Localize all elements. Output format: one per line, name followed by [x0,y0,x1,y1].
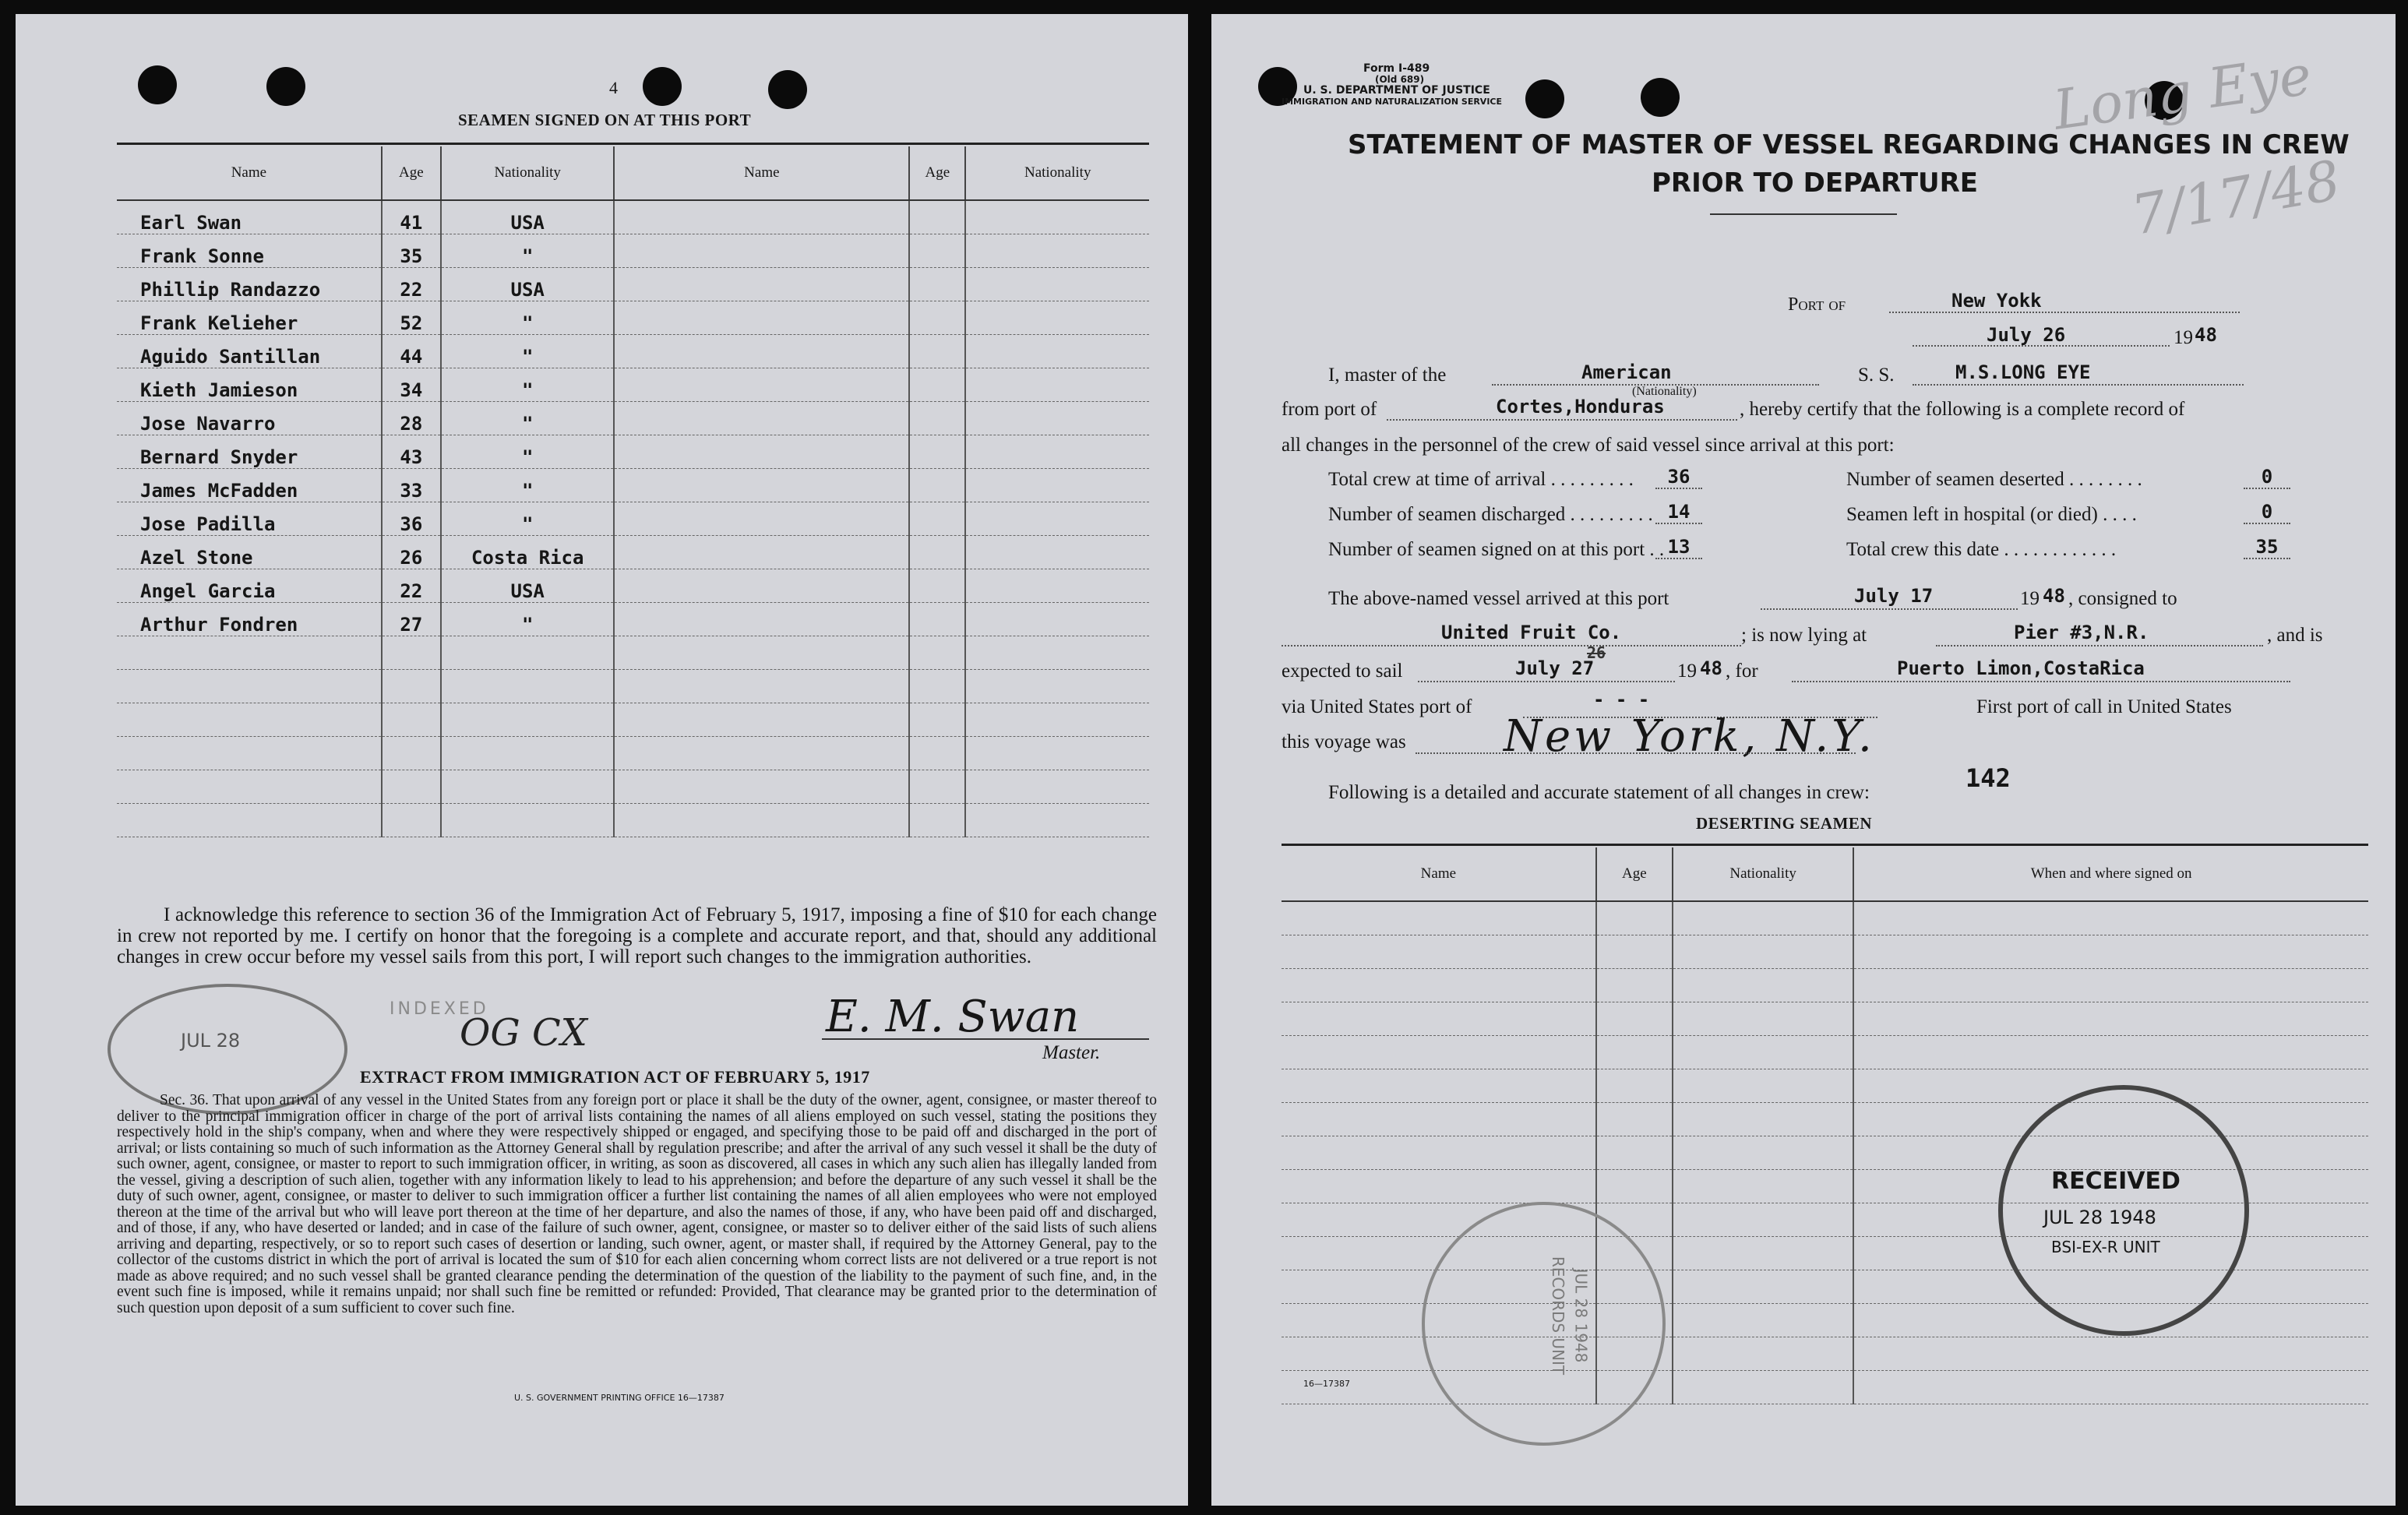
empty-cell [382,703,441,737]
column-header: Name [1282,847,1596,901]
empty-cell [965,200,1149,234]
page-number: 4 [609,78,618,97]
seaman-nationality: " [441,603,615,636]
empty-cell [965,703,1149,737]
punch-hole [768,70,807,109]
footer-code: 16—17387 [1303,1379,1350,1389]
records-stamp [1422,1202,1666,1446]
port-value: New Yokk [1951,290,2042,312]
punch-hole [1641,78,1680,117]
first-port-label: First port of call in United States [1976,696,2232,717]
table-row [1282,901,2368,935]
empty-cell [1282,969,1596,1002]
stat-value: 0 [2244,501,2290,524]
empty-cell [909,804,965,837]
seaman-nationality: Costa Rica [441,536,615,569]
empty-cell [1673,1270,1853,1304]
stat-label: Number of seamen deserted . . . . . . . . [1846,469,2142,490]
column-header: Age [1596,847,1673,901]
seaman-nationality: " [441,301,615,335]
empty-cell [1596,1036,1673,1069]
form-title: STATEMENT OF MASTER OF VESSEL REGARDING CHANGES IN CREW [1348,129,2350,160]
stat-label: Total crew this date . . . . . . . . . . . . [1846,539,2117,560]
sail-year-prefix: 19 [1677,661,1697,682]
empty-cell [614,670,909,703]
table-row [1282,1002,2368,1036]
department: U. S. DEPARTMENT OF JUSTICE [1303,84,1490,97]
seaman-age: 27 [382,603,441,636]
empty-cell [909,569,965,603]
seaman-name: Phillip Randazzo [117,268,382,301]
empty-cell [909,301,965,335]
table-row [1282,969,2368,1002]
empty-cell [1282,1002,1596,1036]
following-text: Following is a detailed and accurate statement of all changes in crew: [1328,782,1870,803]
empty-cell [1282,1136,1596,1170]
empty-cell [117,636,382,670]
empty-cell [117,703,382,737]
empty-cell [614,502,909,536]
table-row [117,368,1149,402]
seaman-name: Arthur Fondren [117,603,382,636]
records-label: RECORDS UNIT [1549,1256,1568,1376]
table-row [117,402,1149,435]
port-label: Port of [1788,294,1846,315]
empty-cell [614,200,909,234]
punch-hole [643,67,682,106]
pier: Pier #3,N.R. [2014,622,2149,643]
empty-cell [441,670,615,703]
seaman-age: 35 [382,234,441,268]
empty-cell [1673,1170,1853,1203]
empty-cell [1596,1170,1673,1203]
empty-cell [909,670,965,703]
punch-hole [266,67,305,106]
empty-cell [909,636,965,670]
seaman-nationality: " [441,234,615,268]
empty-cell [1282,1170,1596,1203]
empty-cell [1853,901,2368,935]
empty-cell [1853,1371,2368,1404]
table-row [117,268,1149,301]
left-page [16,14,1188,1506]
table-row [117,234,1149,268]
empty-cell [614,301,909,335]
handwritten-number: 142 [1966,763,2011,793]
empty-cell [1673,1337,1853,1371]
empty-cell [614,435,909,469]
empty-cell [965,804,1149,837]
empty-cell [909,234,965,268]
empty-cell [1673,935,1853,969]
seaman-name: Jose Navarro [117,402,382,435]
empty-cell [909,703,965,737]
empty-cell [1673,901,1853,935]
stat-label: Number of seamen signed on at this port . . [1328,539,1665,560]
empty-cell [382,636,441,670]
stat-label: Total crew at time of arrival . . . . . . . . . [1328,469,1634,490]
ship-name: M.S.LONG EYE [1955,361,2091,383]
seaman-nationality: " [441,335,615,368]
empty-cell [117,670,382,703]
seaman-name: Azel Stone [117,536,382,569]
empty-cell [614,569,909,603]
received-label: RECEIVED [2051,1168,2181,1195]
received-unit: BSI-EX-R UNIT [2051,1238,2160,1256]
form-old: (Old 689) [1375,74,1425,85]
empty-cell [965,502,1149,536]
seaman-name: Frank Kelieher [117,301,382,335]
year-prefix: 19 [2174,327,2193,348]
stamp-date: JUL 28 [181,1030,241,1052]
empty-cell [965,569,1149,603]
stat-value: 35 [2244,536,2290,559]
table-row [117,469,1149,502]
column-header: Age [382,146,441,200]
table-row [117,603,1149,636]
form-subtitle: PRIOR TO DEPARTURE [1652,167,1979,199]
empty-cell [614,770,909,804]
seaman-nationality: " [441,435,615,469]
date-value: July 26 [1987,324,2066,346]
empty-cell [614,703,909,737]
seaman-age: 28 [382,402,441,435]
table-row [117,200,1149,234]
certify-text-2: all changes in the personnel of the crew of said vessel since arrival at this port: [1282,435,1895,456]
empty-cell [614,402,909,435]
via-value: - - - [1593,689,1650,710]
table-row [117,502,1149,536]
table-row [117,737,1149,770]
table-row [1282,1036,2368,1069]
for-label: , for [1726,661,1758,682]
seaman-age: 43 [382,435,441,469]
empty-cell [382,670,441,703]
punch-hole [138,65,177,104]
empty-cell [909,368,965,402]
empty-cell [909,268,965,301]
arrived-year-prefix: 19 [2020,588,2040,609]
seaman-name: James McFadden [117,469,382,502]
empty-cell [1596,935,1673,969]
table-row [117,670,1149,703]
column-header: Nationality [441,146,615,200]
extract-title: EXTRACT FROM IMMIGRATION ACT OF FEBRUARY 5, 1917 [360,1067,870,1087]
empty-cell [441,703,615,737]
empty-cell [965,770,1149,804]
table-row [1282,1069,2368,1103]
column-header: Nationality [1673,847,1853,901]
column-header: Name [117,146,382,200]
empty-cell [909,435,965,469]
seaman-name: Kieth Jamieson [117,368,382,402]
seaman-age: 41 [382,200,441,234]
seaman-age: 36 [382,502,441,536]
certify-text: , hereby certify that the following is a complete record of [1740,399,2185,420]
seaman-age: 22 [382,569,441,603]
empty-cell [1282,1103,1596,1136]
column-header: Age [909,146,965,200]
empty-cell [117,770,382,804]
empty-cell [909,402,965,435]
empty-cell [614,335,909,368]
consignee: United Fruit Co. [1441,622,1622,643]
empty-cell [909,502,965,536]
stat-value: 13 [1655,536,1702,559]
empty-cell [1853,969,2368,1002]
empty-cell [614,737,909,770]
empty-cell [1853,935,2368,969]
empty-cell [614,368,909,402]
master-label: I, master of the [1328,365,1447,386]
stat-label: Seamen left in hospital (or died) . . . . [1846,504,2137,525]
table-row [117,569,1149,603]
empty-cell [1596,969,1673,1002]
seaman-age: 44 [382,335,441,368]
seaman-nationality: " [441,502,615,536]
printer-line: U. S. GOVERNMENT PRINTING OFFICE 16—17387 [514,1393,725,1403]
stat-value: 14 [1655,501,1702,524]
empty-cell [909,469,965,502]
empty-cell [965,737,1149,770]
empty-cell [1596,1002,1673,1036]
initials: OG CX [460,1011,587,1055]
seaman-age: 34 [382,368,441,402]
empty-cell [614,603,909,636]
form-number: Form I-489 [1363,62,1430,75]
sail-date-struck: 26 [1587,643,1606,662]
and-is: , and is [2267,625,2323,646]
seaman-age: 22 [382,268,441,301]
records-date: JUL 28 1948 [1571,1268,1591,1363]
empty-cell [909,335,965,368]
signature: E. M. Swan [826,992,1080,1042]
column-header: Nationality [965,146,1149,200]
empty-cell [117,737,382,770]
seaman-name: Aguido Santillan [117,335,382,368]
empty-cell [117,804,382,837]
year-value: 48 [2195,324,2217,346]
received-stamp [1998,1085,2249,1336]
seamen-signed-heading: SEAMEN SIGNED ON AT THIS PORT [458,111,752,129]
empty-cell [1673,1304,1853,1337]
empty-cell [965,435,1149,469]
empty-cell [965,469,1149,502]
stat-value: 36 [1655,466,1702,489]
empty-cell [965,335,1149,368]
empty-cell [965,402,1149,435]
empty-cell [1596,1069,1673,1103]
empty-cell [965,301,1149,335]
column-header: Name [614,146,909,200]
seaman-nationality: USA [441,268,615,301]
nationality-value: American [1581,361,1672,383]
seaman-nationality: USA [441,200,615,234]
empty-cell [1596,1103,1673,1136]
seaman-name: Angel Garcia [117,569,382,603]
empty-cell [965,234,1149,268]
table-row [117,770,1149,804]
via-label: via United States port of [1282,696,1472,717]
seaman-name: Bernard Snyder [117,435,382,469]
deserting-heading: DESERTING SEAMEN [1696,814,1873,833]
seamen-table [117,146,1149,837]
signature-title: Master. [1042,1042,1101,1063]
table-row [117,435,1149,469]
table-row [117,804,1149,837]
empty-cell [965,368,1149,402]
arrived-label: The above-named vessel arrived at this port [1328,588,1669,609]
ss-label: S. S. [1858,365,1895,386]
empty-cell [909,603,965,636]
table-row [117,703,1149,737]
empty-cell [382,737,441,770]
seaman-nationality: " [441,368,615,402]
table-row [117,301,1149,335]
service: IMMIGRATION AND NATURALIZATION SERVICE [1282,97,1503,107]
empty-cell [614,536,909,569]
empty-cell [909,770,965,804]
empty-cell [1673,1237,1853,1270]
nationality-caption: (Nationality) [1632,385,1697,398]
empty-cell [1853,1036,2368,1069]
empty-cell [1673,1036,1853,1069]
arrived-date: July 17 [1854,585,1934,607]
handwritten-note: Long Eye [2049,43,2315,143]
table-row [117,335,1149,368]
empty-cell [1673,1371,1853,1404]
empty-cell [441,737,615,770]
empty-cell [1673,1103,1853,1136]
column-header: When and where signed on [1853,847,2368,901]
empty-cell [1282,1069,1596,1103]
right-page [1211,14,2396,1506]
sail-label: expected to sail [1282,661,1403,682]
empty-cell [382,770,441,804]
empty-cell [1282,935,1596,969]
received-date: JUL 28 1948 [2043,1207,2156,1228]
empty-cell [965,636,1149,670]
lying-label: ; is now lying at [1741,625,1867,646]
from-port-label: from port of [1282,399,1377,420]
empty-cell [909,536,965,569]
empty-cell [614,268,909,301]
acknowledgment-text: I acknowledge this reference to section 36 of the Immigration Act of February 5, 1917, imposing a fine of $10 for each change in crew not reported by me. I certify on honor that the foregoing is a complete and accurate report, and that, should any additional changes in crew occur before my vessel sails from this port, I will report such changes to the immigration authorities. [117,904,1157,967]
seaman-nationality: USA [441,569,615,603]
indexed-stamp: INDEXED [390,999,489,1019]
table-row [1282,935,2368,969]
seaman-nationality: " [441,402,615,435]
sail-year: 48 [1700,657,1722,679]
sail-date: July 27 [1515,657,1595,679]
empty-cell [965,603,1149,636]
empty-cell [1673,1136,1853,1170]
seaman-nationality: " [441,469,615,502]
voyage-value: New York, N.Y. [1504,711,1875,762]
empty-cell [614,636,909,670]
empty-cell [441,804,615,837]
stat-label: Number of seamen discharged . . . . . . . . . [1328,504,1653,525]
empty-cell [1853,1002,2368,1036]
handwritten-date: 7/17/48 [2126,148,2345,248]
seaman-name: Frank Sonne [117,234,382,268]
empty-cell [1282,901,1596,935]
seaman-age: 33 [382,469,441,502]
destination: Puerto Limon,CostaRica [1897,657,2145,679]
empty-cell [1282,1036,1596,1069]
empty-cell [382,804,441,837]
empty-cell [1596,901,1673,935]
seaman-name: Earl Swan [117,200,382,234]
punch-hole [1525,79,1564,118]
arrived-year: 48 [2043,585,2065,607]
empty-cell [1673,1069,1853,1103]
empty-cell [614,234,909,268]
stat-value: 0 [2244,466,2290,489]
seaman-age: 52 [382,301,441,335]
empty-cell [909,737,965,770]
empty-cell [1673,1002,1853,1036]
empty-cell [1596,1136,1673,1170]
voyage-label: this voyage was [1282,731,1406,752]
table-row [117,536,1149,569]
seaman-age: 26 [382,536,441,569]
seaman-name: Jose Padilla [117,502,382,536]
empty-cell [441,636,615,670]
empty-cell [614,804,909,837]
empty-cell [965,670,1149,703]
empty-cell [1853,1337,2368,1371]
empty-cell [965,268,1149,301]
from-port-value: Cortes,Honduras [1496,396,1665,418]
extract-text: Sec. 36. That upon arrival of any vessel in the United States from any foreign port or place it shall be the duty of the owner, agent, consignee, or master thereof to deliver to the principal immigration officer in charge of the port of arrival lists containing the names of all aliens employed on such vessel, stating the positions they respectively hold in the ship's company, when and where they were respectively shipped or engaged, and specifying those to be paid off and discharged in the port of arrival; or lists containing so much of such information as the Attorney General shall by regulation prescribe; and after the arrival of any such vessel it shall be the duty of such owner, agent, consignee, or master to report to such immigration officer, in writing, as soon as discovered, all cases in which any such alien has illegally landed from the vessel, giving a description of such alien, together with any information likely to lead to his apprehension; and before the departure of any such vessel it shall be the duty of such owner, agent, consignee, or master to deliver to such immigration officer a further list containing the names of all alien employees who were not employed thereon at the time of the arrival but who will leave port thereon at the time of her departure, and also the names of those, if any, who have been paid off and discharged, and of those, if any, who have deserted or landed; and in case of the failure of such owner, agent, consignee, or master so to deliver either of the said lists of such aliens arriving and departing, respectively, or so to report such cases of desertion or landing, such owner, agent, or master shall, if required by the Attorney General, pay to the collector of the customs district in which the port of arrival is located the sum of $10 for each alien concerning whom correct lists are not delivered or a true report is not made as above required; and no such vessel shall be granted clearance pending the determination of the question of the liability to the payment of such fine, and, in the event such fine is imposed, while it remains unpaid; nor shall such fine be remitted or refunded: Provided, That clearance may be granted prior to the determination of such question upon deposit of a sum sufficient to cover such fine. [117,1092,1157,1316]
empty-cell [1673,969,1853,1002]
table-row [117,636,1149,670]
empty-cell [1673,1203,1853,1237]
consigned-label: , consigned to [2068,588,2177,609]
empty-cell [614,469,909,502]
empty-cell [441,770,615,804]
empty-cell [909,200,965,234]
empty-cell [965,536,1149,569]
